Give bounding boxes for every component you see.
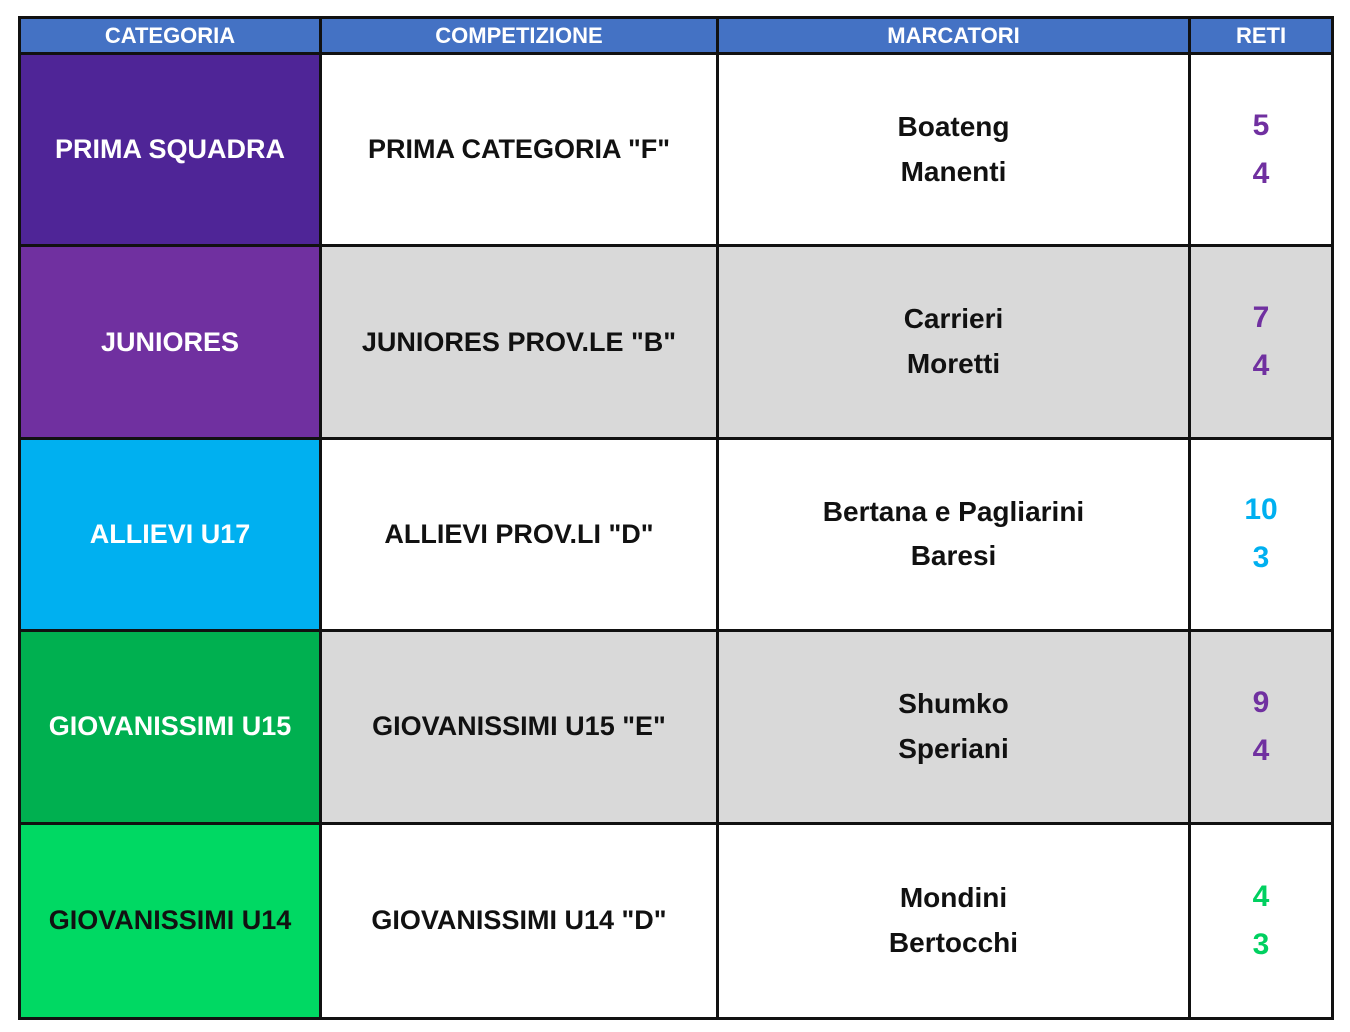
- scorer-name: Bertana e Pagliarini: [822, 495, 1085, 527]
- goal-count: 3: [1252, 541, 1270, 575]
- goal-count: 4: [1252, 733, 1270, 767]
- scorer-name: Baresi: [910, 540, 997, 572]
- scorers-cell: [719, 632, 1191, 824]
- goals-cell: [1191, 825, 1331, 1017]
- scorer-name: Bertocchi: [888, 926, 1019, 958]
- competition-cell: ALLIEVI PROV.LI "D": [322, 440, 719, 632]
- goal-count: 4: [1252, 879, 1270, 913]
- goal-count: 3: [1252, 927, 1270, 961]
- competition-cell: JUNIORES PROV.LE "B": [322, 247, 719, 439]
- competition-cell: GIOVANISSIMI U15 "E": [322, 632, 719, 824]
- scorers-cell: [719, 825, 1191, 1017]
- scorer-name: Mondini: [899, 881, 1008, 913]
- scorer-name: Moretti: [906, 348, 1001, 380]
- scorers-cell: [719, 55, 1191, 247]
- goals-cell: [1191, 55, 1331, 247]
- competition-cell: PRIMA CATEGORIA "F": [322, 55, 719, 247]
- header-categoria: CATEGORIA: [21, 19, 322, 55]
- goals-cell: [1191, 440, 1331, 632]
- category-cell: GIOVANISSIMI U15: [21, 632, 322, 824]
- category-cell: GIOVANISSIMI U14: [21, 825, 322, 1017]
- scorer-name: Manenti: [900, 155, 1007, 187]
- header-reti: RETI: [1191, 19, 1331, 55]
- goal-count: 4: [1252, 349, 1270, 383]
- header-competizione: COMPETIZIONE: [322, 19, 719, 55]
- goals-cell: [1191, 632, 1331, 824]
- scorer-name: Carrieri: [903, 303, 1004, 335]
- category-cell: JUNIORES: [21, 247, 322, 439]
- category-cell: PRIMA SQUADRA: [21, 55, 322, 247]
- goals-cell: [1191, 247, 1331, 439]
- competition-cell: GIOVANISSIMI U14 "D": [322, 825, 719, 1017]
- scorer-name: Shumko: [898, 688, 1009, 720]
- goal-count: 7: [1252, 301, 1270, 335]
- scorer-name: Speriani: [898, 732, 1009, 764]
- scorer-name: Boateng: [897, 110, 1010, 142]
- header-marcatori: MARCATORI: [719, 19, 1191, 55]
- category-cell: ALLIEVI U17: [21, 440, 322, 632]
- scorers-cell: [719, 247, 1191, 439]
- scorers-cell: [719, 440, 1191, 632]
- scorers-table: [18, 16, 1334, 1020]
- goal-count: 10: [1244, 493, 1278, 527]
- goal-count: 5: [1252, 108, 1270, 142]
- goal-count: 4: [1252, 156, 1270, 190]
- goal-count: 9: [1252, 685, 1270, 719]
